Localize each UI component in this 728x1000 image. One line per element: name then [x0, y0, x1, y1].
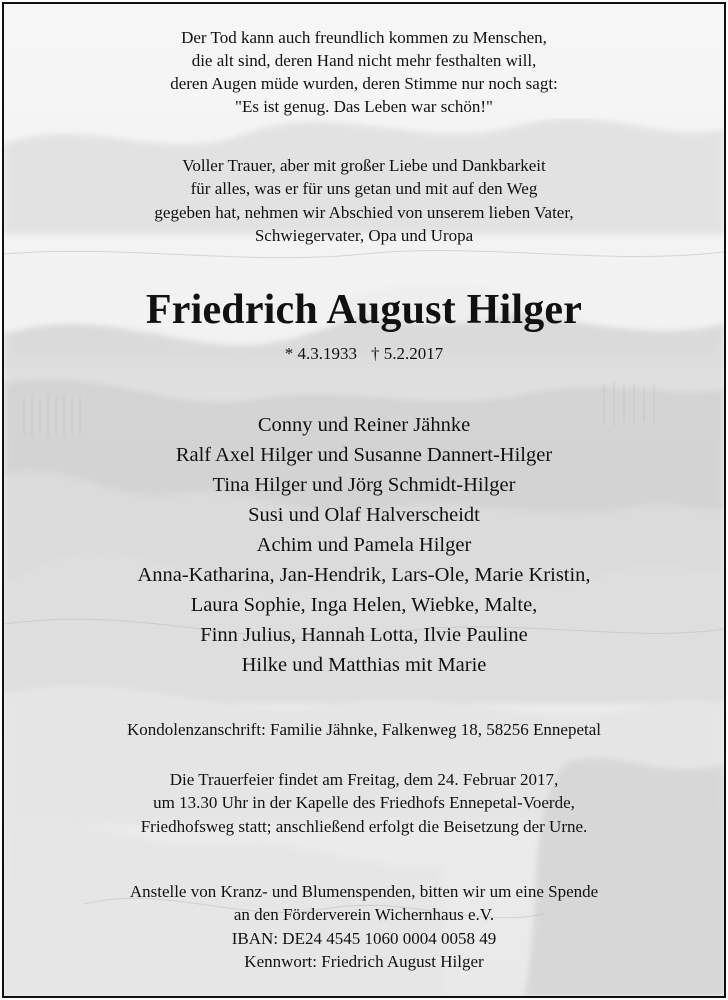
poem-quote	[4, 26, 724, 118]
family-line: Laura Sophie, Inga Helen, Wiebke, Malte,	[190, 594, 538, 616]
intro-line: Voller Trauer, aber mit großer Liebe und Dankbarkeit	[182, 156, 546, 175]
death-date: † 5.2.2017	[371, 344, 444, 363]
donation-line: Anstelle von Kranz- und Blumenspenden, bitten wir um eine Spende	[129, 882, 599, 901]
family-signatures	[4, 410, 724, 680]
family-line: Ralf Axel Hilger und Susanne Dannert-Hilger	[175, 444, 553, 466]
family-line: Finn Julius, Hannah Lotta, Ilvie Pauline	[200, 624, 528, 646]
family-line: Tina Hilger und Jörg Schmidt-Hilger	[212, 474, 516, 496]
condolence-address: Kondolenzanschrift: Familie Jähnke, Falkenweg 18, 58256 Ennepetal	[127, 720, 601, 739]
family-line: Susi und Olaf Halverscheidt	[248, 504, 480, 526]
donation-request	[4, 880, 724, 973]
poem-line: "Es ist genug. Das Leben war schön!"	[235, 97, 493, 116]
service-line: Die Trauerfeier findet am Freitag, dem 24. Februar 2017,	[169, 770, 559, 789]
life-dates	[4, 343, 724, 365]
service-line: Friedhofsweg statt; anschließend erfolgt die Beisetzung der Urne.	[140, 816, 588, 836]
family-line: Hilke und Matthias mit Marie	[241, 654, 487, 676]
family-line: Anna-Katharina, Jan-Hendrik, Lars-Ole, Marie Kristin,	[137, 564, 591, 586]
poem-line: Der Tod kann auch freundlich kommen zu Menschen,	[181, 28, 547, 47]
birth-date: * 4.3.1933	[284, 344, 357, 363]
obituary-text	[4, 4, 724, 996]
family-line: Conny und Reiner Jähnke	[257, 414, 471, 436]
donation-line: an den Förderverein Wichernhaus e.V.	[233, 905, 495, 925]
intro-line: Schwiegervater, Opa und Uropa	[254, 225, 474, 245]
funeral-service-info	[4, 768, 724, 838]
obituary-frame	[2, 2, 726, 998]
poem-line: deren Augen müde wurden, deren Stimme nur noch sagt:	[170, 74, 558, 93]
iban-line: IBAN: DE24 4545 1060 0004 0058 49	[231, 928, 497, 948]
service-line: um 13.30 Uhr in der Kapelle des Friedhofs Ennepetal-Voerde,	[153, 793, 575, 813]
family-line: Achim und Pamela Hilger	[256, 534, 472, 556]
keyword-line: Kennwort: Friedrich August Hilger	[244, 951, 484, 971]
poem-line: die alt sind, deren Hand nicht mehr festhalten will,	[191, 51, 537, 70]
intro-line: gegeben hat, nehmen wir Abschied von unserem lieben Vater,	[154, 202, 574, 222]
intro-line: für alles, was er für uns getan und mit auf den Weg	[190, 179, 538, 199]
intro-paragraph	[4, 154, 724, 247]
deceased-name: Friedrich August Hilger	[145, 287, 583, 333]
